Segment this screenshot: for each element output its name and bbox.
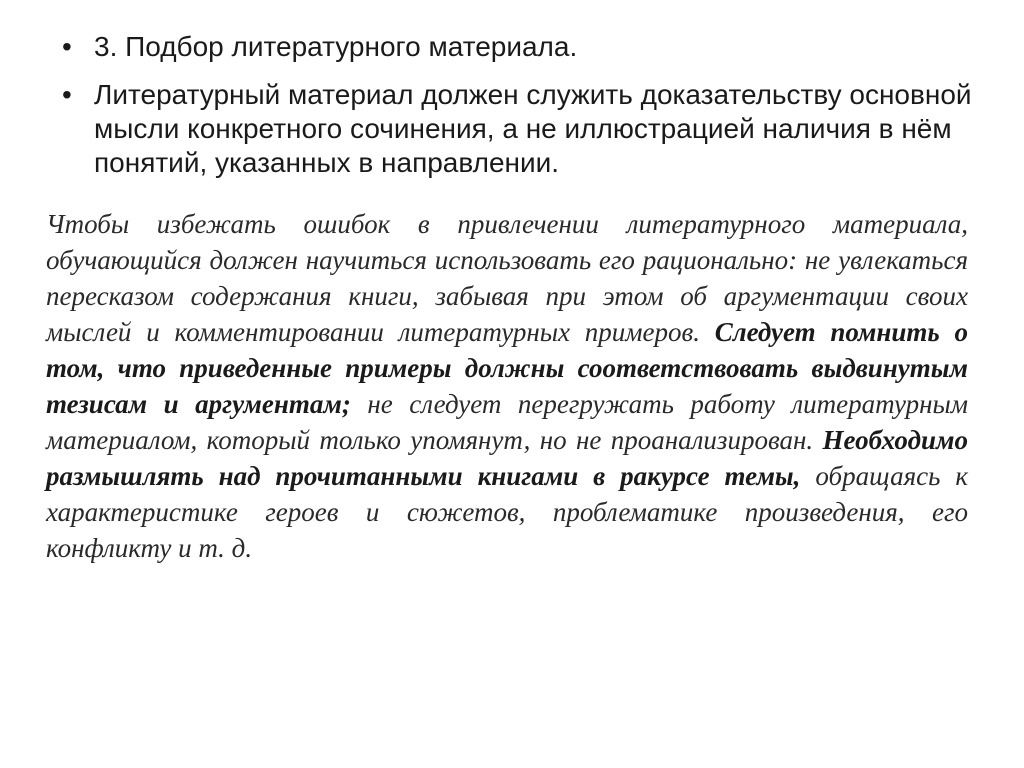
bullet-item-1: [62, 30, 982, 64]
bullet-text-1: 3. Подбор литературного материала.: [94, 31, 578, 62]
paragraph-bold-1: Следует помнить о том, что приведенные примеры должны соответствовать выдвинутым тезисам и аргументам;: [46, 317, 968, 419]
paragraph-part-3: обращаясь к характеристике героев и сюжетов, проблематике произведения, его конфликту и т. д.: [46, 461, 968, 563]
paragraph-bold-2: Необходимо размышлять над прочитанными книгами в ракурсе темы,: [46, 425, 968, 491]
paragraph-part-2: не следует перегружать работу литературным материалом, который только упомянут, но не проанализирован.: [46, 389, 969, 455]
paragraph-part-1: Чтобы избежать ошибок в привлечении литературного материала, обучающийся должен научиться использовать его рационально: не увлекаться пересказом содержания книги, забывая при этом об аргументации своих мыслей и комментировании литературных примеров.: [46, 209, 968, 347]
bullet-item-2: [62, 78, 982, 180]
bullet-marker: •: [62, 31, 72, 62]
bullet-list: [62, 30, 982, 194]
bullet-text-2: Литературный материал должен служить доказательству основной мысли конкретного сочинения, а не иллюстрацией наличия в нём понятий, указанных в направлении.: [94, 79, 972, 178]
bullet-marker: •: [62, 79, 72, 110]
body-paragraph: [46, 206, 968, 566]
